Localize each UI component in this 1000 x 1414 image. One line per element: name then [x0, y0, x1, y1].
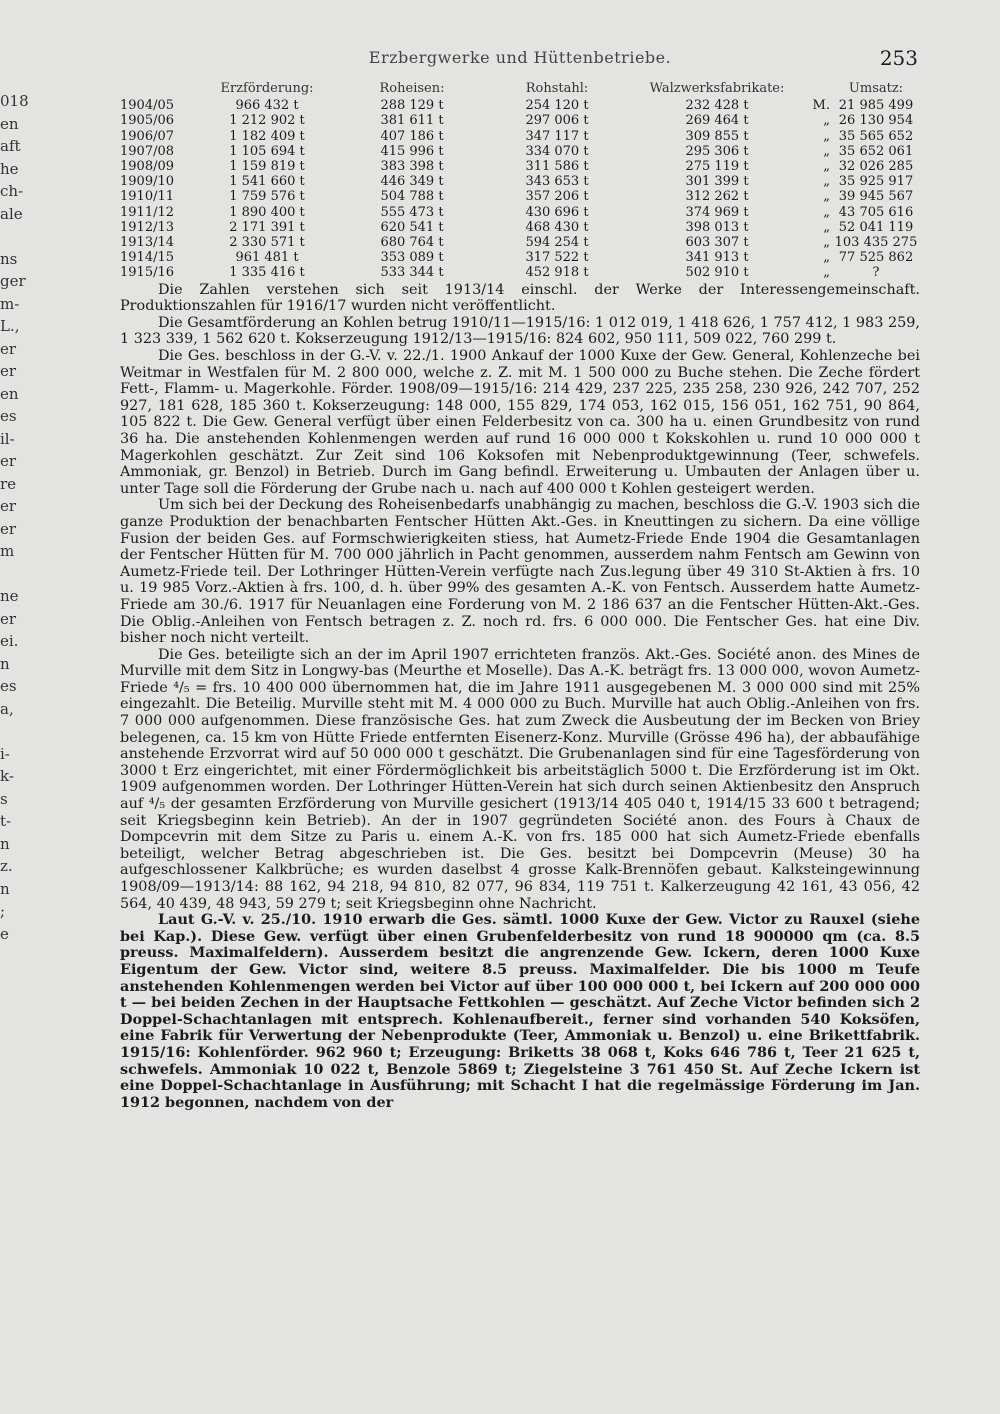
- table-body: [120, 98, 920, 280]
- margin-fragment: ei.: [0, 632, 19, 650]
- cell-umsatz: 26 130 954: [838, 113, 914, 129]
- margin-fragment: en: [0, 384, 19, 403]
- cell-year: 1905/06: [120, 113, 175, 129]
- cell-roheisen: 383 398 t: [380, 159, 444, 175]
- cell-umsatz: 52 041 119: [838, 219, 914, 235]
- cell-walzwerksfabrikate: 341 913 t: [685, 250, 749, 266]
- margin-fragment: er: [0, 452, 17, 470]
- table-row: [120, 189, 920, 204]
- cell-umsatz: ?: [872, 265, 880, 281]
- cell-currency: „: [823, 265, 830, 281]
- margin-fragment: [0, 1080, 24, 1103]
- margin-fragment: n: [0, 834, 10, 853]
- col-header-year: [120, 80, 192, 98]
- production-table: [120, 80, 920, 281]
- margin-fragment: e: [0, 924, 9, 943]
- cell-year: 1907/08: [120, 143, 175, 159]
- cell-walzwerksfabrikate: 301 399 t: [685, 174, 749, 190]
- cell-rohstahl: 430 696 t: [525, 204, 589, 220]
- cell-rohstahl: 594 254 t: [525, 235, 589, 251]
- cell-year: 1909/10: [120, 174, 175, 190]
- margin-fragment: aft: [0, 137, 21, 155]
- margin-fragment: n: [0, 654, 10, 673]
- margin-fragment: [0, 563, 24, 586]
- margin-fragment: [0, 945, 24, 968]
- table-row: [120, 144, 920, 159]
- cell-umsatz: 39 945 567: [838, 189, 914, 205]
- cell-year: 1911/12: [120, 204, 175, 220]
- cell-year: 1914/15: [120, 250, 175, 266]
- margin-fragment: he: [0, 159, 19, 178]
- cell-rohstahl: 357 206 t: [525, 189, 589, 205]
- cell-currency: „: [823, 143, 830, 159]
- cell-year: 1915/16: [120, 265, 175, 281]
- margin-fragment: re: [0, 474, 17, 493]
- col-header-rohstahl: Rohstahl:: [525, 81, 589, 96]
- cell-erzfoerderung: 966 432 t: [235, 98, 299, 114]
- margin-fragment: ger: [0, 272, 26, 290]
- cell-currency: „: [823, 128, 830, 144]
- cell-year: 1908/09: [120, 159, 175, 175]
- margin-fragment: n: [0, 879, 10, 898]
- body-text: [120, 282, 920, 1112]
- page: [120, 40, 920, 1111]
- cell-year: 1906/07: [120, 128, 175, 144]
- cell-rohstahl: 468 430 t: [525, 219, 589, 235]
- table-row: [120, 159, 920, 174]
- cell-erzfoerderung: 1 105 694 t: [229, 143, 305, 159]
- cell-currency: „: [823, 204, 830, 220]
- table-row: [120, 98, 920, 113]
- cell-erzfoerderung: 1 759 576 t: [229, 189, 305, 205]
- margin-fragment: t-: [0, 812, 12, 830]
- cell-erzfoerderung: 1 335 416 t: [229, 265, 305, 281]
- cell-umsatz: 35 652 061: [838, 143, 914, 159]
- cell-umsatz: 35 925 917: [838, 174, 914, 190]
- col-header-walzwerksfabrikate: Walzwerksfabrikate:: [649, 81, 785, 96]
- cell-roheisen: 533 344 t: [380, 265, 444, 281]
- margin-fragment: [0, 720, 24, 743]
- cell-walzwerksfabrikate: 232 428 t: [685, 98, 749, 114]
- margin-fragment: [0, 225, 24, 248]
- cell-walzwerksfabrikate: 295 306 t: [685, 143, 749, 159]
- paragraph: Die Ges. beschloss in der G.-V. v. 22./1. 1900 Ankauf der 1000 Kuxe der Gew. General, Kohlenzeche bei Weitmar in Westfalen für M. 2 800 000, welche z. Z. mit M. 1 500 000 zu Buche stehen. Die Zeche fördert Fett-, Flamm- u. Magerkohle. Förder. 1908/09—1915/16: 214 429, 237 225, 235 258, 230 926, 242 707, 252 927, 181 628, 185 360 t. Kokserzeugung: 148 000, 155 829, 174 053, 162 015, 156 051, 162 751, 90 864, 105 822 t. Die Gew. General verfügt über einen Felderbesitz von ca. 300 ha u. einen Grundbesitz von rund 36 ha. Die anstehenden Kohlenmengen werden auf rund 16 000 000 t Kokskohlen u. rund 10 000 000 t Magerkohlen geschätzt. Zur Zeit sind 106 Koksofen mit Nebenproduktgewinnung (Teer, schwefels. Ammoniak, gr. Benzol) in Betrieb. Durch im Gang befindl. Erweiterung u. Umbauten der Anlagen über u. unter Tage soll die Förderung der Grube nach u. nach auf 400 000 t Kohlen gesteigert werden.: [120, 348, 920, 497]
- cell-walzwerksfabrikate: 502 910 t: [685, 265, 749, 281]
- cell-currency: „: [823, 250, 830, 266]
- cell-roheisen: 288 129 t: [380, 98, 444, 114]
- cell-rohstahl: 297 006 t: [525, 113, 589, 129]
- cell-walzwerksfabrikate: 374 969 t: [685, 204, 749, 220]
- cell-rohstahl: 254 120 t: [525, 98, 589, 114]
- margin-fragment: [0, 990, 24, 1013]
- paragraph: Laut G.-V. v. 25./10. 1910 erwarb die Ges. sämtl. 1000 Kuxe der Gew. Victor zu Rauxel (siehe bei Kap.). Diese Gew. verfügt über einen Grubenfelderbesitz von rund 18 900000 qm (ca. 8.5 preuss. Maximalfeldern). Ausserdem besitzt die angrenzende Gew. Ickern, deren 1000 Kuxe Eigentum der Gew. Victor sind, weitere 8.5 preuss. Maximalfelder. Die bis 1000 m Teufe anstehenden Kohlenmengen werden bei Victor auf über 100 000 000 t, bei Ickern auf 200 000 000 t — bei beiden Zechen in der Hauptsache Fettkohlen — geschätzt. Auf Zeche Victor befinden sich 2 Doppel-Schachtanlagen mit entsprech. Kohlenaufbereit., ferner sind vorhanden 540 Koksöfen, eine Fabrik für Verwertung der Nebenprodukte (Teer, Ammoniak u. Benzol) u. eine Brikettfabrik. 1915/16: Kohlenförder. 962 960 t; Erzeugung: Briketts 38 068 t, Koks 646 786 t, Teer 21 625 t, schwefels. Ammoniak 10 022 t, Benzole 5869 t; Ziegelsteine 3 761 450 St. Auf Zeche Ickern ist eine Doppel-Schachtanlage in Ausführung; mit Schacht I hat die regelmässige Förderung im Jan. 1912 begonnen, nachdem von der: [120, 911, 920, 1111]
- margin-fragment: [0, 1035, 24, 1058]
- cell-umsatz: 43 705 616: [838, 204, 914, 220]
- paragraph: Die Ges. beteiligte sich an der im April 1907 errichteten französ. Akt.-Ges. Société anon. des Mines de Murville mit dem Sitz in Longwy-bas (Meurthe et Moselle). Das A.-K. beträgt frs. 13 000 000, wovon Aumetz-Friede ⁴/₅ = frs. 10 400 000 übernommen hat, die im Jahre 1911 ausgegebenen M. 3 000 000 sind mit 25% eingezahlt. Die Beteilig. Murville steht mit M. 4 000 000 zu Buch. Murville hat auch Oblig.-Anleihen von frs. 7 000 000 aufgenommen. Diese französische Ges. hat zum Zweck die Ausbeutung der im Becken von Briey belegenen, ca. 15 km von Hütte Friede entfernten Eisenerz-Konz. Murville (Grösse 496 ha), der abbaufähige anstehende Erzvorrat wird auf 50 000 000 t geschätzt. Die Grubenanlagen sind für eine Tagesförderung von 3000 t Erz eingerichtet, mit einer Fördermöglichkeit bis arbeitstäglich 5000 t. Die Erzförderung ist im Okt. 1909 aufgenommen worden. Der Lothringer Hütten-Verein hat sich durch seinen Aktienbesitz den Anspruch auf ⁴/₅ der gesamten Erzförderung von Murville gesichert (1913/14 405 040 t, 1914/15 33 600 t betragend; seit Kriegsbeginn kein Betrieb). An der in 1907 gegründeten Société anon. des Fours à Chaux de Dompcevrin mit dem Sitze zu Paris u. einem A.-K. von frs. 185 000 hat sich Aumetz-Friede ebenfalls beteiligt, welcher Betrag abgeschrieben ist. Die Ges. besitzt bei Dompcevrin (Meuse) 30 ha aufgeschlossener Kalkbrüche; es wurden daselbst 4 grosse Kalk-Brennöfen gebaut. Kalksteingewinnung 1908/09—1913/14: 88 162, 94 218, 94 810, 82 077, 96 834, 119 751 t. Kalkerzeugung 42 161, 43 056, 42 564, 40 439, 48 943, 59 279 t; seit Kriegsbeginn ohne Nachricht.: [120, 646, 920, 912]
- cell-currency: „: [823, 159, 830, 175]
- cell-walzwerksfabrikate: 275 119 t: [685, 159, 749, 175]
- cell-currency: „: [823, 113, 830, 129]
- cell-roheisen: 620 541 t: [380, 219, 444, 235]
- col-header-currency: [802, 80, 832, 98]
- cell-year: 1910/11: [120, 189, 175, 205]
- cell-currency: „: [823, 219, 830, 235]
- table-header-row: [120, 80, 920, 98]
- cell-rohstahl: 311 586 t: [525, 159, 589, 175]
- table-row: [120, 220, 920, 235]
- table-row: [120, 174, 920, 189]
- margin-fragment: ale: [0, 204, 23, 223]
- margin-fragment: [0, 968, 24, 991]
- cell-roheisen: 504 788 t: [380, 189, 444, 205]
- margin-fragment: er: [0, 339, 17, 358]
- margin-fragment: m-: [0, 294, 20, 313]
- margin-fragment: a,: [0, 699, 14, 718]
- left-margin-fragments: [0, 90, 29, 1103]
- cell-erzfoerderung: 1 541 660 t: [229, 174, 305, 190]
- margin-fragment: [0, 1013, 24, 1036]
- margin-fragment: er: [0, 497, 17, 515]
- cell-walzwerksfabrikate: 398 013 t: [685, 219, 749, 235]
- margin-fragment: es: [0, 677, 17, 695]
- cell-umsatz: 77 525 862: [838, 250, 914, 266]
- cell-erzfoerderung: 2 330 571 t: [229, 235, 305, 251]
- cell-umsatz: 32 026 285: [838, 159, 914, 175]
- col-header-roheisen: Roheisen:: [379, 81, 445, 96]
- table-row: [120, 205, 920, 220]
- cell-currency: „: [823, 174, 830, 190]
- margin-fragment: s: [0, 789, 8, 808]
- cell-erzfoerderung: 1 182 409 t: [229, 128, 305, 144]
- margin-fragment: er: [0, 519, 17, 538]
- cell-umsatz: 103 435 275: [834, 235, 918, 251]
- cell-erzfoerderung: 1 890 400 t: [229, 204, 305, 220]
- cell-roheisen: 407 186 t: [380, 128, 444, 144]
- margin-fragment: m: [0, 542, 15, 560]
- col-header-erzfoerderung: Erzförderung:: [220, 81, 314, 96]
- cell-erzfoerderung: 1 159 819 t: [229, 159, 305, 175]
- cell-roheisen: 381 611 t: [380, 113, 444, 129]
- margin-fragment: ;: [0, 902, 6, 920]
- cell-walzwerksfabrikate: 269 464 t: [685, 113, 749, 129]
- cell-rohstahl: 452 918 t: [525, 265, 589, 281]
- running-title: Erzbergwerke und Hüttenbetriebe.: [368, 48, 672, 67]
- paragraph: Die Zahlen verstehen sich seit 1913/14 einschl. der Werke der Interessengemeinschaft. Produktionszahlen für 1916/17 wurden nicht veröffentlicht.: [120, 281, 920, 315]
- cell-erzfoerderung: 1 212 902 t: [229, 113, 305, 129]
- cell-roheisen: 353 089 t: [380, 250, 444, 266]
- margin-fragment: z.: [0, 857, 13, 875]
- cell-walzwerksfabrikate: 312 262 t: [685, 189, 749, 205]
- margin-fragment: es: [0, 407, 17, 425]
- paragraph: Um sich bei der Deckung des Roheisenbedarfs unabhängig zu machen, beschloss die G.-V. 1903 sich die ganze Produktion der benachbarten Fentscher Hütten Akt.-Ges. in Kneuttingen zu sichern. Da eine völlige Fusion der beiden Ges. auf Formschwierigkeiten stiess, hat Aumetz-Friede Ende 1904 die Gesamtanlagen der Fentscher Hütten für M. 700 000 jährlich in Pacht genommen, ausserdem nahm Fentsch am Gewinn von Aumetz-Friede teil. Der Lothringer Hütten-Verein verfügte nach Zus.legung über 49 310 St-Aktien à frs. 10 u. 19 985 Vorz.-Aktien à frs. 100, d. h. über 99% des gesamten A.-K. von Fentsch. Ausserdem hatte Aumetz-Friede am 30./6. 1917 für Neuanlagen eine Forderung von M. 2 186 637 an die Fentscher Hütten-Akt.-Ges. Die Oblig.-Anleihen von Fentsch betragen z. Z. noch rd. frs. 6 000 000. Die Fentscher Ges. hat eine Div. bisher noch nicht verteilt.: [120, 497, 920, 647]
- margin-fragment: k-: [0, 767, 14, 785]
- margin-fragment: en: [0, 114, 19, 133]
- margin-fragment: ch-: [0, 182, 24, 200]
- cell-year: 1904/05: [120, 98, 175, 114]
- cell-currency: „: [823, 189, 830, 205]
- table-row: [120, 113, 920, 128]
- cell-roheisen: 555 473 t: [380, 204, 444, 220]
- margin-fragment: il-: [0, 429, 15, 448]
- table-row: [120, 250, 920, 265]
- cell-currency: M.: [812, 98, 830, 114]
- cell-roheisen: 680 764 t: [380, 235, 444, 251]
- margin-fragment: L.,: [0, 317, 20, 335]
- margin-fragment: i-: [0, 744, 10, 763]
- cell-rohstahl: 334 070 t: [525, 143, 589, 159]
- table-row: [120, 265, 920, 280]
- margin-fragment: er: [0, 362, 17, 380]
- cell-walzwerksfabrikate: 603 307 t: [685, 235, 749, 251]
- cell-year: 1913/14: [120, 235, 175, 251]
- table-row: [120, 235, 920, 250]
- col-header-umsatz: Umsatz:: [848, 81, 904, 96]
- margin-fragment: er: [0, 609, 17, 628]
- cell-rohstahl: 347 117 t: [525, 128, 589, 144]
- margin-fragment: [0, 1058, 24, 1081]
- paragraph: Die Gesamtförderung an Kohlen betrug 1910/11—1915/16: 1 012 019, 1 418 626, 1 757 412, 1 983 259, 1 323 339, 1 562 620 t. Kokserzeugung 1912/13—1915/16: 824 602, 950 111, 509 022, 760 299 t.: [120, 314, 920, 348]
- cell-umsatz: 35 565 652: [838, 128, 914, 144]
- cell-walzwerksfabrikate: 309 855 t: [685, 128, 749, 144]
- cell-umsatz: 21 985 499: [838, 98, 914, 114]
- table-row: [120, 129, 920, 144]
- cell-roheisen: 446 349 t: [380, 174, 444, 190]
- cell-erzfoerderung: 2 171 391 t: [229, 219, 305, 235]
- cell-roheisen: 415 996 t: [380, 143, 444, 159]
- cell-rohstahl: 317 522 t: [525, 250, 589, 266]
- page-header: [120, 40, 920, 80]
- margin-fragment: ns: [0, 249, 18, 268]
- cell-erzfoerderung: 961 481 t: [235, 250, 299, 266]
- page-number: 253: [879, 46, 918, 70]
- cell-rohstahl: 343 653 t: [525, 174, 589, 190]
- margin-fragment: 018: [0, 92, 29, 110]
- margin-fragment: ne: [0, 587, 19, 605]
- cell-year: 1912/13: [120, 219, 175, 235]
- cell-currency: „: [823, 235, 830, 251]
